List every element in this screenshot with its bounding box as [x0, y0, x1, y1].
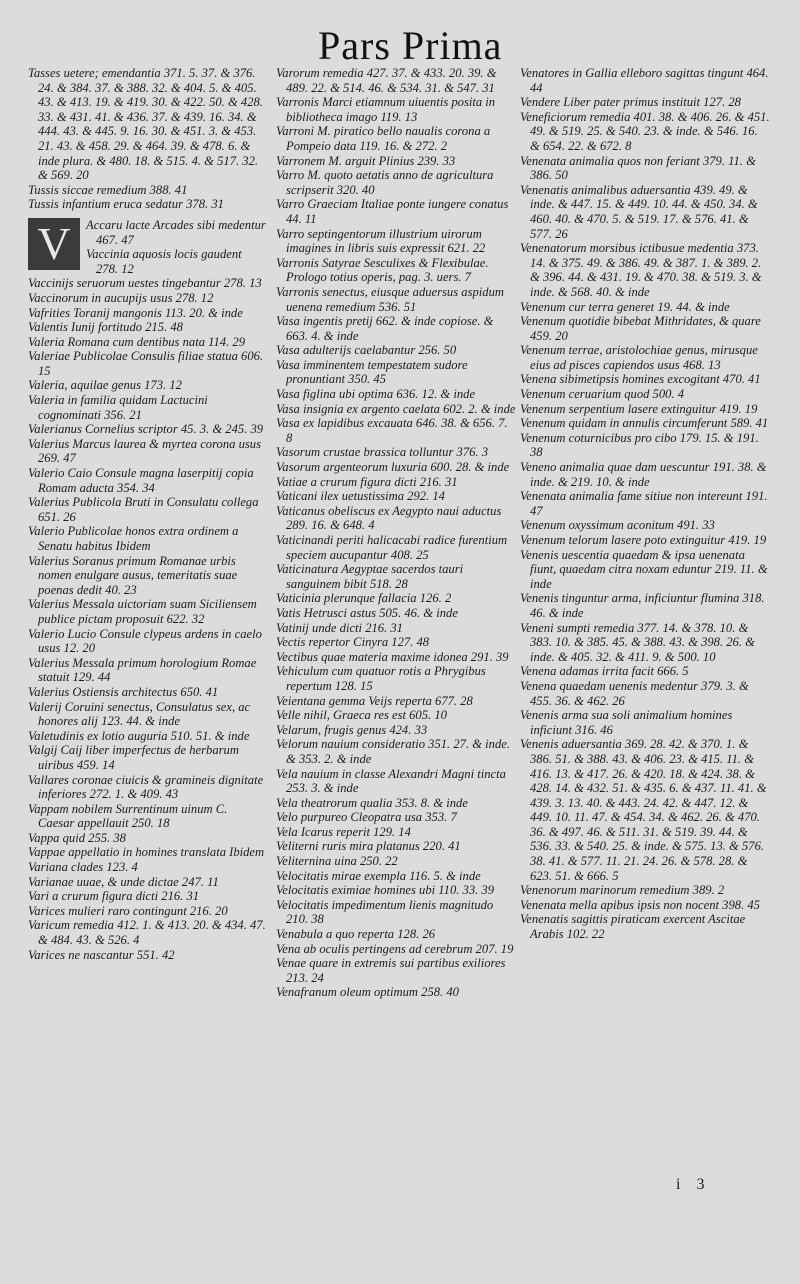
dropcap-block: [28, 217, 269, 276]
index-entry: Venenum ceruarium quod 500. 4: [520, 387, 685, 402]
index-entry: Valerio Publicolae honos extra ordinem a Senatu habitus Ibidem: [28, 524, 242, 553]
index-entry: Valeria Romana cum dentibus nata 114. 29: [28, 334, 245, 349]
index-entry: Varices ne nascantur 551. 42: [28, 947, 175, 962]
index-entry: Valerianus Cornelius scriptor 45. 3. & 245. 39: [28, 422, 264, 437]
index-entry: Venena sibimetipsis homines excogitant 470. 41: [520, 372, 761, 387]
index-entry: Venenis tinguntur arma, inficiuntur flumina 318. 46. & inde: [520, 591, 768, 620]
index-entry: Valeria in familia quidam Lactucini cognominati 356. 21: [28, 393, 211, 422]
index-entry: Venena quaedam uenenis medentur 379. 3. & 455. 36. & 462. 26: [520, 678, 752, 708]
index-entry: Veliterni ruris mira platanus 220. 41: [276, 839, 461, 854]
index-entry: Venena adamas irrita facit 666. 5: [520, 664, 689, 679]
index-entry: Venenum terrae, aristolochiae genus, mirusque eius ad pisces capiendos usus 468. 13: [520, 343, 762, 372]
index-entry: Venenatis animalibus aduersantia 439. 49. & inde. & 447. 15. & 449. 10. 44. & 450. 34. & 460. 40. & 470. 5. & 519. 17. & 576. 41. & 577. 26: [520, 182, 761, 241]
index-entry: Valerius Messala primum horologium Romae statuit 129. 44: [28, 655, 260, 685]
index-entry: Varianae uuae, & unde dictae 247. 11: [28, 874, 219, 889]
index-entry: Varro M. quoto aetatis anno de agricultura scripserit 320. 40: [276, 168, 497, 197]
index-entry: Valeria, aquilae genus 173. 12: [28, 378, 182, 393]
index-entry: Velle nihil, Graeca res est 605. 10: [276, 708, 447, 723]
index-entry: Vaticinia plerunque fallacia 126. 2: [276, 591, 452, 606]
index-entry: Veneficiorum remedia 401. 38. & 406. 26. & 451. 49. & 519. 25. & 540. 23. & inde. & 546. 16. & 654. 22. & 672. 8: [520, 109, 773, 153]
index-entry: Veientana gemma Veijs reperta 677. 28: [276, 693, 473, 708]
index-entry: Vari a crurum figura dicti 216. 31: [28, 889, 200, 904]
index-entry: Vatinij unde dicti 216. 31: [276, 620, 403, 635]
index-entry: Vaticinatura Aegyptae sacerdos tauri sanguinem bibit 518. 28: [276, 562, 467, 591]
index-entry: Vasa adulterijs caelabantur 256. 50: [276, 343, 457, 358]
index-entry: Vela nauium in classe Alexandri Magni tincta 253. 3. & inde: [276, 766, 510, 796]
index-entry: Valentis Iunij fortitudo 215. 48: [28, 320, 183, 335]
index-entry: Valerius Soranus primum Romanae urbis nomen enulgare ausus, temeritatis suae poenas dedit 40. 23: [28, 553, 241, 597]
index-entry: Vaticanus obeliscus ex Aegypto naui aductus 289. 16. & 648. 4: [276, 503, 505, 533]
index-entry: Varro septingentorum illustrium uirorum imagines in libris suis expressit 621. 22: [276, 226, 486, 256]
index-entry: Vasorum crustae brassica tolluntur 376. 3: [276, 445, 489, 460]
index-entry: Velocitatis mirae exempla 116. 5. & inde: [276, 868, 481, 883]
index-entry: Velo purpureo Cleopatra usa 353. 7: [276, 810, 457, 825]
index-entry: Vehiculum cum quatuor rotis a Phrygibus repertum 128. 15: [276, 664, 489, 693]
index-entry: Valetudinis ex lotio auguria 510. 51. & inde: [28, 728, 250, 743]
index-entry: Venenum telorum lasere poto extinguitur 419. 19: [520, 533, 767, 547]
index-column-1: [28, 66, 269, 962]
page-header: [0, 22, 800, 70]
index-entry: Varro Graeciam Italiae ponte iungere conatus 44. 11: [276, 197, 512, 226]
index-entry: Vasa ingentis pretij 662. & inde copiose. & 663. 4. & inde: [276, 314, 497, 343]
index-entry: Venenis uescentia quaedam & ipsa uenenata fiunt, quaedam citra noxam eduntur 219. 11. & inde: [520, 547, 771, 591]
index-entry: Vasa figlina ubi optima 636. 12. & inde: [276, 387, 476, 402]
index-entry: Varicum remedia 412. 1. & 413. 20. & 434. 47. & 484. 43. & 526. 4: [28, 918, 269, 948]
index-entry: Vatis Hetrusci astus 505. 46. & inde: [276, 605, 458, 620]
index-entry: Variana clades 123. 4: [28, 860, 138, 875]
index-entry: Venae quare in extremis sui partibus exiliores 213. 24: [276, 956, 509, 985]
index-entry: Venenum serpentium lasere extinguitur 419. 19: [520, 401, 758, 416]
index-entry: Varronem M. arguit Plinius 239. 33: [276, 153, 456, 168]
index-entry: Vectis repertor Cinyra 127. 48: [276, 635, 430, 650]
index-entry: Vappam nobilem Surrentinum uinum C. Caesar appellauit 250. 18: [28, 801, 231, 831]
index-entry: Venenum cur terra generet 19. 44. & inde: [520, 299, 730, 314]
index-entry: Valerius Marcus laurea & myrtea corona usus 269. 47: [28, 436, 265, 466]
index-entry: Valerius Messala uictoriam suam Siciliensem publice pictam proposuit 622. 32: [28, 597, 260, 626]
index-entry: Vela theatrorum qualia 353. 8. & inde: [276, 795, 468, 810]
index-entry: Vasorum argenteorum luxuria 600. 28. & inde: [276, 460, 510, 475]
index-entry: Varronis Marci etiamnum uiuentis posita in bibliotheca imago 119. 13: [276, 95, 499, 124]
index-entry: Venenum quotidie bibebat Mithridates, & quare 459. 20: [520, 314, 765, 343]
index-entry: Vaccinijs seruorum uestes tingebantur 278. 13: [28, 276, 262, 291]
index-entry: Vaccinia aquosis locis gaudent 278. 12: [86, 247, 245, 276]
index-entry: Venenum coturnicibus pro cibo 179. 15. & 191. 38: [520, 430, 762, 460]
index-entry: Vasa ex lapidibus excauata 646. 38. & 656. 7. 8: [276, 416, 511, 445]
index-entry: Venenis arma sua soli animalium homines inficiunt 316. 46: [520, 708, 736, 737]
index-entry: Venenum quidam in annulis circumferunt 589. 41: [520, 416, 769, 431]
index-entry: Tasses uetere; emendantia 371. 5. 37. & 376. 24. & 384. 37. & 388. 32. & 404. 5. & 405. 43. & 413. 19. & 419. 30. & 422. 50. & 428. 33. & 431. 41. & 436. 37. & 439. 16. 34. & 444. 43. & 445. 9. 16. 30. & 451. 3. & 453. 21. 43. & 458. 29. & 464. 39. & 478. 6. & inde plura. & 480. 18. & 515. 4. & 517. 32. & 569. 20: [28, 66, 267, 183]
index-entry: Vatiae a crurum figura dicti 216. 31: [276, 474, 458, 489]
index-entry: Venenatorum morsibus ictibusue medentia 373. 14. & 375. 49. & 386. 49. & 387. 1. & 389. 2. & 396. 44. & 431. 19. & 470. 38. & 519. 3. & inde. & 568. 40. & inde: [520, 241, 765, 299]
index-entry: Vallares coronae ciuicis & gramineis dignitate inferiores 272. 1. & 409. 43: [28, 772, 267, 802]
index-entry: Valerius Ostiensis architectus 650. 41: [28, 684, 219, 699]
index-entry: Varronis Satyrae Sesculixes & Flexibulae. Prologo totius operis, pag. 3. uers. 7: [276, 255, 492, 285]
index-entry: Venenata animalia quos non feriant 379. 11. & 386. 50: [520, 153, 760, 183]
index-entry: Varices mulieri raro contingunt 216. 20: [28, 903, 228, 918]
index-entry: Tussis siccae remedium 388. 41: [28, 182, 188, 197]
index-entry: Veneni sumpti remedia 377. 14. & 378. 10. & 383. 10. & 385. 45. & 388. 43. & 398. 26. & inde. & 405. 32. & 411. 9. & 500. 10: [520, 620, 759, 664]
index-entry: Valerius Publicola Bruti in Consulatu collega 651. 26: [28, 495, 262, 524]
index-entry: Venenorum marinorum remedium 389. 2: [520, 883, 725, 898]
index-entry: Valerio Caio Consule magna laserpitij copia Romam aducta 354. 34: [28, 466, 257, 495]
index-entry: Venafranum oleum optimum 258. 40: [276, 985, 459, 1000]
index-entry: Varroni M. piratico bello naualis corona a Pompeio data 119. 16. & 272. 2: [276, 124, 494, 153]
index-entry: Veneno animalia quae dam uescuntur 191. 38. & inde. & 219. 10. & inde: [520, 460, 770, 489]
index-entry: Vappa quid 255. 38: [28, 830, 126, 845]
index-entry: Vasa insignia ex argento caelata 602. 2. & inde: [276, 401, 516, 416]
index-entry: Vasa imminentem tempestatem sudore pronuntiant 350. 45: [276, 357, 471, 387]
index-entry: Venenata mella apibus ipsis non nocent 398. 45: [520, 897, 760, 912]
index-entry: Venatores in Gallia elleboro sagittas tingunt 464. 44: [520, 66, 772, 95]
index-entry: Velarum, frugis genus 424. 33: [276, 722, 428, 737]
index-entry: Vaticinandi periti halicacabi radice furentium speciem aucupantur 408. 25: [276, 533, 511, 562]
index-column-2: [276, 66, 516, 1000]
page-title: Pars Prima: [318, 23, 503, 68]
index-entry: Valgij Caij liber imperfectus de herbarum uiribus 459. 14: [28, 743, 243, 772]
index-entry: Valerio Lucio Consule clypeus ardens in caelo usus 12. 20: [28, 626, 266, 656]
index-entry: Vaccinorum in aucupijs usus 278. 12: [28, 290, 214, 305]
index-entry: Valerij Coruini senectus, Consulatus sex, ac honores alij 123. 44. & inde: [28, 699, 254, 729]
index-entry: Accaru lacte Arcades sibi medentur 467. 47: [86, 217, 269, 247]
index-entry: Velocitatis eximiae homines ubi 110. 33. 39: [276, 883, 495, 898]
index-entry: Venenatis sagittis piraticam exercent Ascitae Arabis 102. 22: [520, 912, 749, 942]
index-entry: Velorum nauium consideratio 351. 27. & inde. & 353. 2. & inde: [276, 737, 514, 766]
index-entry: Varorum remedia 427. 37. & 433. 20. 39. & 489. 22. & 514. 46. & 534. 31. & 547. 31: [276, 66, 500, 95]
index-entry: Varronis senectus, eiusque aduersus aspidum uenena remedium 536. 51: [276, 284, 508, 314]
index-entry: Venenata animalia fame sitiue non intereunt 191. 47: [520, 489, 771, 518]
index-entry: Vectibus quae materia maxime idonea 291. 39: [276, 649, 509, 664]
index-entry: Venenis aduersantia 369. 28. 42. & 370. 1. & 386. 51. & 388. 43. & 406. 23. & 415. 11. & 416. 13. & 417. 26. & 420. 18. & 424. 38. & 428. 14. & 432. 51. & 435. 6. & 437. 11. 41. & 439. 3. 13. 40. & 443. 24. 42. & 447. 12. & 449. 10. 11. 47. & 454. 34. & 462. 26. & 470. 36. & 497. 46. & 511. 31. & 519. 39. 44. & 536. 33. & 540. 25. & inde. & 575. 13. & 576. 38. 41. & 577. 11. 21. 24. 26. & 578. 28. & 623. 51. & 666. 5: [520, 737, 770, 883]
index-entry: Vaticani ilex uetustissima 292. 14: [276, 489, 445, 504]
index-entry: Tussis infantium eruca sedatur 378. 31: [28, 197, 224, 212]
index-entry: Venenum oxyssimum aconitum 491. 33: [520, 518, 715, 533]
signature-mark: i 3: [676, 1176, 711, 1193]
index-entry: Vela Icarus reperit 129. 14: [276, 824, 411, 839]
index-entry: Vendere Liber pater primus instituit 127. 28: [520, 95, 741, 110]
index-entry: Vappae appellatio in homines translata Ibidem: [28, 845, 265, 860]
index-entry: Vafrities Toranij mangonis 113. 20. & inde: [28, 305, 243, 320]
index-entry: Venabula a quo reperta 128. 26: [276, 927, 436, 942]
index-entry: Valeriae Publicolae Consulis filiae statua 606. 15: [28, 349, 267, 378]
dropcap-letter: V: [28, 218, 80, 270]
index-column-3: [520, 66, 773, 942]
index-entry: Veliternina uina 250. 22: [276, 854, 398, 869]
index-entry: Velocitatis impedimentum lienis magnitudo 210. 38: [276, 897, 497, 927]
index-entry: Vena ab oculis pertingens ad cerebrum 207. 19: [276, 941, 514, 956]
